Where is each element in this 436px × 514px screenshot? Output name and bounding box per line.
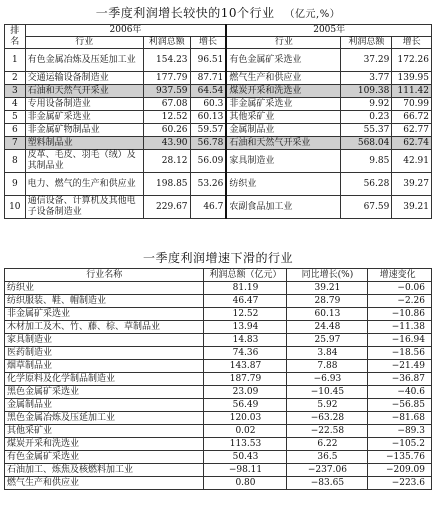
- growth-cell: 3.84: [287, 347, 368, 360]
- table-row: [5, 425, 432, 438]
- industry-cell: 有色金属矿采选业: [5, 451, 204, 464]
- table-row: [5, 111, 432, 124]
- growth-cell: 60.13: [287, 308, 368, 321]
- growth-cell: 39.21: [392, 196, 432, 219]
- industry-cell: 黑色金属矿采选业: [5, 386, 204, 399]
- rank-cell: 3: [5, 85, 26, 98]
- industry-cell: 金属制品业: [5, 399, 204, 412]
- table-row: [5, 477, 432, 490]
- table-row: [5, 412, 432, 425]
- growth-cell: −22.58: [287, 425, 368, 438]
- col-growth-header: 同比增长(%): [287, 269, 368, 282]
- change-cell: −21.49: [368, 360, 432, 373]
- table-row: [5, 386, 432, 399]
- profit-cell: 43.90: [143, 137, 190, 150]
- industry-cell: 煤炭开采和洗选业: [226, 85, 340, 98]
- growth-cell: 25.97: [287, 334, 368, 347]
- table-row: [5, 282, 432, 295]
- year-2005-header: 2005年: [226, 25, 431, 37]
- growth-cell: 62.77: [392, 124, 432, 137]
- col-change-header: 增速变化: [368, 269, 432, 282]
- industry-cell: 家具制造业: [5, 334, 204, 347]
- change-cell: −36.87: [368, 373, 432, 386]
- industry-cell: 非金属矿采选业: [25, 111, 143, 124]
- col-industry-a: 行业: [25, 37, 143, 49]
- rank-cell: 2: [5, 72, 26, 85]
- industry-cell: 医药制造业: [5, 347, 204, 360]
- table-row: [5, 124, 432, 137]
- change-cell: −2.26: [368, 295, 432, 308]
- industry-cell: 化学原料及化学制品制造业: [5, 373, 204, 386]
- growth-cell: 6.22: [287, 438, 368, 451]
- table-row: [5, 173, 432, 196]
- rank-cell: 5: [5, 111, 26, 124]
- growth-cell: 87.71: [190, 72, 226, 85]
- growth-cell: 59.57: [190, 124, 226, 137]
- profit-cell: −98.11: [204, 464, 287, 477]
- profit-cell: 0.02: [204, 425, 287, 438]
- table-row: [5, 98, 432, 111]
- industry-cell: 交通运输设备制造业: [25, 72, 143, 85]
- profit-cell: 13.94: [204, 321, 287, 334]
- industry-cell: 电力、燃气的生产和供应业: [25, 173, 143, 196]
- change-cell: −11.38: [368, 321, 432, 334]
- table-row: [5, 347, 432, 360]
- change-cell: −56.85: [368, 399, 432, 412]
- profit-cell: 187.79: [204, 373, 287, 386]
- industry-cell: 其他采矿业: [5, 425, 204, 438]
- table-row: [5, 49, 432, 72]
- profit-cell: 37.29: [341, 49, 392, 72]
- table-row: [5, 295, 432, 308]
- change-cell: −40.6: [368, 386, 432, 399]
- growth-cell: 66.72: [392, 111, 432, 124]
- col-profit-a: 利润总额: [143, 37, 190, 49]
- change-cell: −18.56: [368, 347, 432, 360]
- growth-cell: −10.45: [287, 386, 368, 399]
- change-cell: −209.09: [368, 464, 432, 477]
- profit-cell: 3.77: [341, 72, 392, 85]
- growth-cell: −237.06: [287, 464, 368, 477]
- industry-cell: 非金属矿采选业: [5, 308, 204, 321]
- growth-cell: 7.88: [287, 360, 368, 373]
- profit-cell: 937.59: [143, 85, 190, 98]
- industry-cell: 非金属矿采选业: [226, 98, 340, 111]
- profit-cell: 154.23: [143, 49, 190, 72]
- industry-cell: 石油加工、炼焦及核燃料加工业: [5, 464, 204, 477]
- table-row-highlighted: [5, 85, 432, 98]
- col-profit-header: 利润总额（亿元）: [204, 269, 287, 282]
- rank-cell: 10: [5, 196, 26, 219]
- change-cell: −10.86: [368, 308, 432, 321]
- table-row: [5, 150, 432, 173]
- profit-cell: 0.80: [204, 477, 287, 490]
- table-row: [5, 451, 432, 464]
- growth-cell: 5.92: [287, 399, 368, 412]
- profit-cell: 198.85: [143, 173, 190, 196]
- growth-cell: −83.65: [287, 477, 368, 490]
- year-2006-header: 2006年: [25, 25, 226, 37]
- top-growth-table: [4, 24, 432, 219]
- change-cell: −0.06: [368, 282, 432, 295]
- table-row: [5, 321, 432, 334]
- growth-cell: 139.95: [392, 72, 432, 85]
- profit-cell: 177.79: [143, 72, 190, 85]
- industry-cell: 专用设备制造业: [25, 98, 143, 111]
- industry-cell: 金属制品业: [226, 124, 340, 137]
- profit-cell: 109.38: [341, 85, 392, 98]
- col-industry-b: 行业: [226, 37, 340, 49]
- industry-cell: 有色金属冶炼及压延加工业: [25, 49, 143, 72]
- profit-cell: 81.19: [204, 282, 287, 295]
- col-growth-a: 增长: [190, 37, 226, 49]
- change-cell: −81.68: [368, 412, 432, 425]
- rank-cell: 7: [5, 137, 26, 150]
- growth-cell: −6.93: [287, 373, 368, 386]
- profit-cell: 9.85: [341, 150, 392, 173]
- industry-cell: 石油和天然气开采业: [226, 137, 340, 150]
- growth-cell: 64.54: [190, 85, 226, 98]
- growth-cell: 96.51: [190, 49, 226, 72]
- industry-cell: 农副食品加工业: [226, 196, 340, 219]
- industry-cell: 有色金属矿采选业: [226, 49, 340, 72]
- industry-cell: 通信设备、计算机及其他电子设备制造业: [25, 196, 143, 219]
- profit-cell: 67.59: [341, 196, 392, 219]
- table1-unit: （亿元,%）: [284, 9, 341, 20]
- table-row: [5, 399, 432, 412]
- declining-growth-table: [4, 268, 432, 490]
- table-row: [5, 72, 432, 85]
- table-row: [5, 196, 432, 219]
- industry-cell: 纺织业: [5, 282, 204, 295]
- growth-cell: 53.26: [190, 173, 226, 196]
- change-cell: −105.2: [368, 438, 432, 451]
- industry-cell: 煤炭开采和洗选业: [5, 438, 204, 451]
- profit-cell: 9.92: [341, 98, 392, 111]
- profit-cell: 50.43: [204, 451, 287, 464]
- change-cell: −89.3: [368, 425, 432, 438]
- table2-title: 一季度利润增速下滑的行业: [142, 251, 293, 265]
- industry-cell: 黑色金属冶炼及压延加工业: [5, 412, 204, 425]
- growth-cell: 42.91: [392, 150, 432, 173]
- change-cell: −223.6: [368, 477, 432, 490]
- profit-cell: 12.52: [204, 308, 287, 321]
- profit-cell: 120.03: [204, 412, 287, 425]
- industry-cell: 家具制造业: [226, 150, 340, 173]
- profit-cell: 67.08: [143, 98, 190, 111]
- rank-header: 排名: [5, 25, 26, 49]
- growth-cell: 39.27: [392, 173, 432, 196]
- growth-cell: 70.99: [392, 98, 432, 111]
- table-row: [5, 308, 432, 321]
- change-cell: −135.76: [368, 451, 432, 464]
- rank-cell: 6: [5, 124, 26, 137]
- industry-cell: 非金属矿物制品业: [25, 124, 143, 137]
- table1-title-text: 一季度利润增长较快的10个行业: [95, 6, 275, 20]
- growth-cell: 28.79: [287, 295, 368, 308]
- industry-cell: 其他采矿业: [226, 111, 340, 124]
- growth-cell: 39.21: [287, 282, 368, 295]
- profit-cell: 23.09: [204, 386, 287, 399]
- profit-cell: 143.87: [204, 360, 287, 373]
- table-row-highlighted: [5, 137, 432, 150]
- growth-cell: 36.5: [287, 451, 368, 464]
- industry-cell: 塑料制品业: [25, 137, 143, 150]
- growth-cell: 24.48: [287, 321, 368, 334]
- rank-cell: 9: [5, 173, 26, 196]
- industry-cell: 皮革、毛皮、羽毛（绒）及其制品业: [25, 150, 143, 173]
- profit-cell: 56.49: [204, 399, 287, 412]
- industry-cell: 木材加工及木、竹、藤、棕、草制品业: [5, 321, 204, 334]
- change-cell: −16.94: [368, 334, 432, 347]
- table-row: [5, 438, 432, 451]
- table2-header-row: [5, 269, 432, 282]
- industry-cell: 烟草制品业: [5, 360, 204, 373]
- table1-header-col-row: [5, 37, 432, 49]
- profit-cell: 46.47: [204, 295, 287, 308]
- growth-cell: 60.3: [190, 98, 226, 111]
- table-row: [5, 464, 432, 477]
- col-growth-b: 增长: [392, 37, 432, 49]
- industry-cell: 纺织业: [226, 173, 340, 196]
- growth-cell: −63.28: [287, 412, 368, 425]
- profit-cell: 28.12: [143, 150, 190, 173]
- table-row: [5, 360, 432, 373]
- growth-cell: 62.74: [392, 137, 432, 150]
- industry-cell: 纺织服装、鞋、帽制造业: [5, 295, 204, 308]
- growth-cell: 56.09: [190, 150, 226, 173]
- table1-header-year-row: [5, 25, 432, 37]
- table-row: [5, 373, 432, 386]
- profit-cell: 14.83: [204, 334, 287, 347]
- profit-cell: 12.52: [143, 111, 190, 124]
- industry-cell: 燃气生产和供应业: [226, 72, 340, 85]
- col-name-header: 行业名称: [5, 269, 204, 282]
- growth-cell: 56.78: [190, 137, 226, 150]
- rank-cell: 1: [5, 49, 26, 72]
- growth-cell: 60.13: [190, 111, 226, 124]
- growth-cell: 111.42: [392, 85, 432, 98]
- profit-cell: 56.28: [341, 173, 392, 196]
- profit-cell: 0.23: [341, 111, 392, 124]
- industry-cell: 燃气生产和供应业: [5, 477, 204, 490]
- table1-title: [0, 4, 436, 21]
- profit-cell: 74.36: [204, 347, 287, 360]
- profit-cell: 55.37: [341, 124, 392, 137]
- profit-cell: 113.53: [204, 438, 287, 451]
- rank-cell: 8: [5, 150, 26, 173]
- profit-cell: 229.67: [143, 196, 190, 219]
- profit-cell: 568.04: [341, 137, 392, 150]
- rank-cell: 4: [5, 98, 26, 111]
- industry-cell: 石油和天然气开采业: [25, 85, 143, 98]
- profit-cell: 60.26: [143, 124, 190, 137]
- table-row: [5, 334, 432, 347]
- col-profit-b: 利润总额: [341, 37, 392, 49]
- growth-cell: 46.7: [190, 196, 226, 219]
- growth-cell: 172.26: [392, 49, 432, 72]
